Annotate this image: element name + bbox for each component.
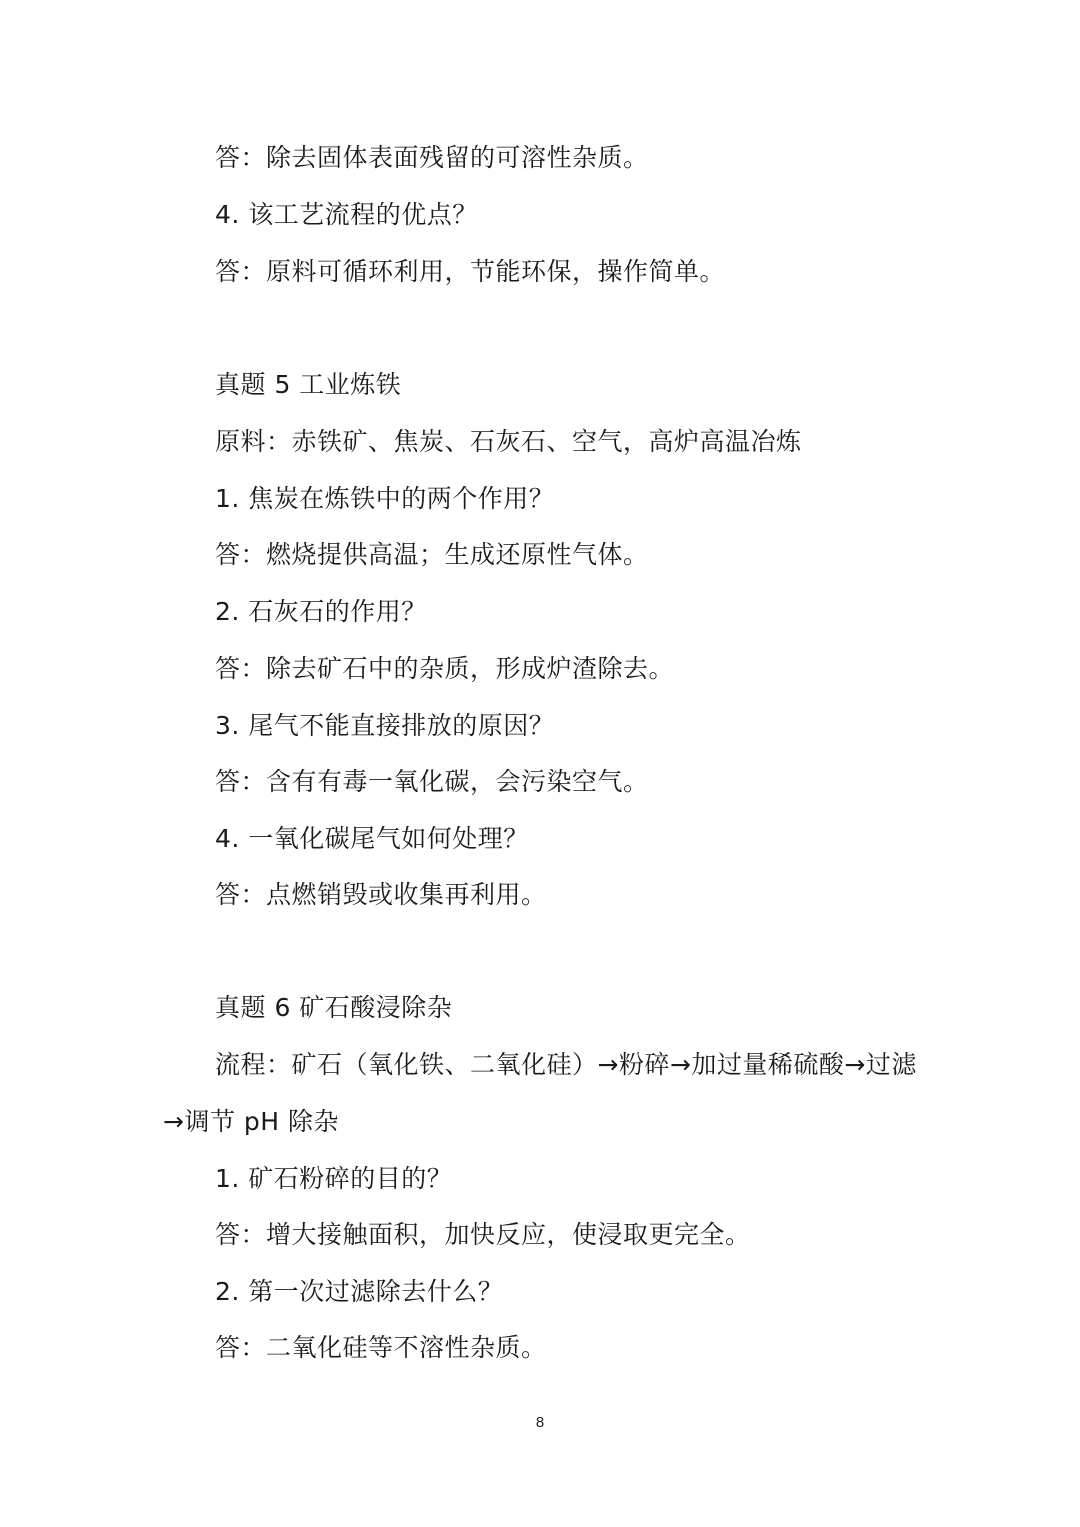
answer-line: 答：增大接触面积，加快反应，使浸取更完全。 [215, 1220, 751, 1249]
answer-line: 答：含有有毒一氧化碳，会污染空气。 [215, 767, 649, 796]
question-line: 4. 一氧化碳尾气如何处理？ [215, 824, 529, 853]
section-heading: 真题 5 工业炼铁 [215, 370, 402, 399]
materials-line: 原料：赤铁矿、焦炭、石灰石、空气，高炉高温冶炼 [215, 427, 802, 456]
question-line: 3. 尾气不能直接排放的原因？ [215, 711, 555, 740]
question-line: 4. 该工艺流程的优点？ [215, 200, 478, 229]
answer-line: 答：燃烧提供高温；生成还原性气体。 [215, 540, 649, 569]
answer-line: 答：原料可循环利用，节能环保，操作简单。 [215, 257, 726, 286]
answer-line: 答：除去矿石中的杂质，形成炉渣除去。 [215, 654, 675, 683]
section-heading: 真题 6 矿石酸浸除杂 [215, 993, 453, 1022]
process-line-continued: →调节 pH 除杂 [163, 1107, 340, 1136]
question-line: 2. 石灰石的作用？ [215, 597, 427, 626]
answer-line: 答：二氧化硅等不溶性杂质。 [215, 1333, 547, 1362]
question-line: 2. 第一次过滤除去什么？ [215, 1277, 504, 1306]
process-line: 流程：矿石（氧化铁、二氧化硅）→粉碎→加过量稀硫酸→过滤 [215, 1050, 917, 1079]
answer-line: 答：点燃销毁或收集再利用。 [215, 880, 547, 909]
page-number: 8 [535, 1414, 545, 1431]
question-line: 1. 矿石粉碎的目的？ [215, 1164, 453, 1193]
answer-line: 答：除去固体表面残留的可溶性杂质。 [215, 143, 649, 172]
question-line: 1. 焦炭在炼铁中的两个作用？ [215, 484, 555, 513]
